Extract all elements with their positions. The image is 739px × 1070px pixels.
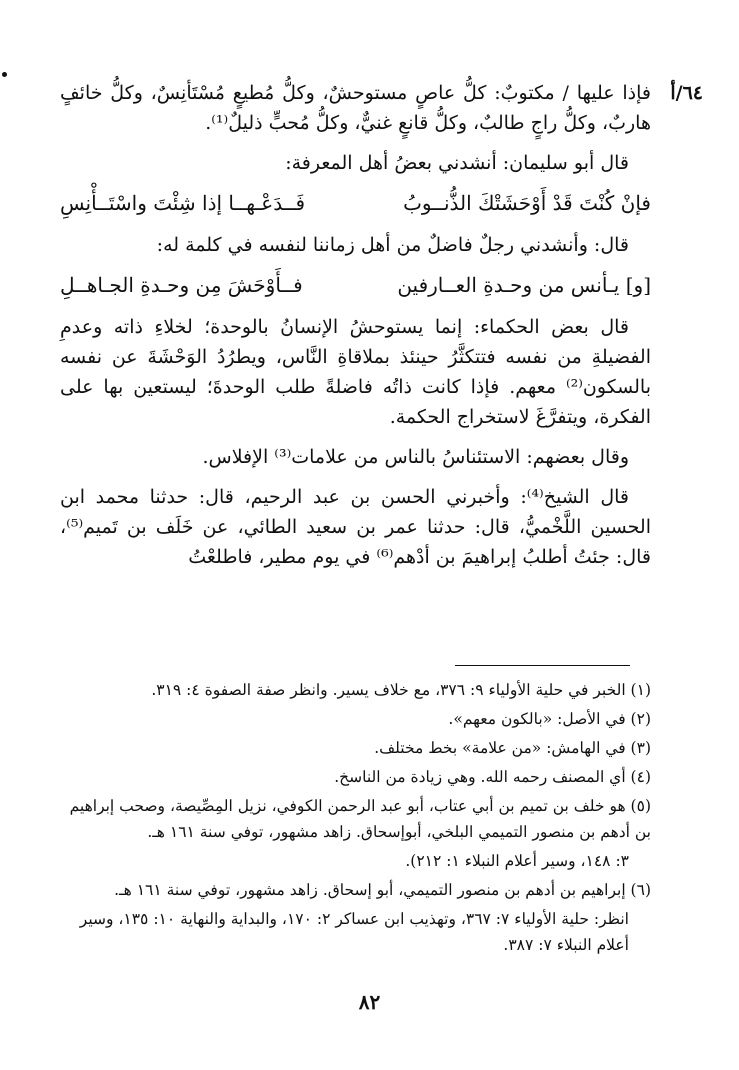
paragraph-3: قال: وأنشدني رجلٌ فاضلٌ من أهل زماننا لنفسه في كلمة له:: [156, 234, 629, 256]
paragraph-6: قال الشيخ⁽⁴⁾: وأخبرني الحسن بن عبد الرحيم، قال: حدثنا محمد ابن الحسين اللَّخْميُّ، قال: حدثنا عمر بن سعيد الطائي، عن خَلَف بن تَميم⁽⁵⁾، قال: جئتُ أطلبُ إبراهيمَ بن أدْهم⁽⁶⁾ في يوم مطير، فاطلعْتُ: [60, 486, 651, 568]
manuscript-folio-note: ٦٤/أ: [670, 82, 703, 104]
paragraph-1: فإذا عليها / مكتوبٌ: كلُّ عاصٍ مستوحشٌ، وكلُّ مُطيعٍ مُسْتَأنِسٌ، وكلُّ خائفٍ هاربٌ، وكلُّ راجٍ طالبٌ، وكلُّ قانعٍ غنيٌّ، وكلُّ مُحبٍّ ذليلٌ⁽¹⁾.: [60, 82, 651, 134]
verse-2-second-hemistich: فــأَوْحَشَ مِن وحـدةِ الجـاهــلِ: [60, 273, 303, 297]
verse-1-second-hemistich: فَــدَعْـهــا إذا شِئْتَ واسْتَــأْنِسِ: [60, 191, 306, 215]
paragraph-2: قال أبو سليمان: أنشدني بعضُ أهل المعرفة:: [285, 152, 629, 174]
footnotes: [60, 677, 651, 961]
footnote-6: (٦) إبراهيم بن أدهم بن منصور التميمي، أبو إسحاق. زاهد مشهور، توفي سنة ١٦١ هـ.: [114, 881, 651, 899]
margin-dot: [2, 72, 7, 77]
footnote-5: (٥) هو خلف بن تميم بن أبي عتاب، أبو عبد الرحمن الكوفي، نزيل المِصِّيصة، وصحب إبراهيم بن أدهم بن منصور التميمي البلخي، أبوإسحاق. زاهد مشهور، توفي سنة ١٦١ هـ.: [69, 797, 651, 841]
footnote-4: (٤) أي المصنف رحمه الله. وهي زيادة من الناسخ.: [334, 768, 651, 786]
footnote-separator: [455, 665, 630, 666]
verse-line-1: [60, 188, 651, 218]
paragraph-4: قال بعض الحكماء: إنما يستوحشُ الإنسانُ بالوحدة؛ لخلاءِ ذاته وعدمِ الفضيلةِ من نفسه فتتكثَّرُ حينئذ بملاقاةِ النَّاس، ويطرُدُ الوَحْشَةَ عن نفسه بالسكون⁽²⁾ معهم. فإذا كانت ذاتُه فاضلةً طلب الوحدةَ؛ ليستعين بها على الفكرة، ويتفرَّغَ لاستخراج الحكمة.: [60, 316, 651, 428]
footnote-1: (١) الخبر في حلية الأولياء ٩: ٣٧٦، مع خلاف يسير. وانظر صفة الصفوة ٤: ٣١٩.: [151, 681, 651, 699]
footnote-3: (٣) في الهامش: «من علامة» بخط مختلف.: [374, 739, 651, 757]
verse-line-2: [60, 270, 651, 300]
verse-2-first-hemistich: [و] يـأنس من وحـدةِ العــارفين: [397, 273, 651, 297]
verse-1-first-hemistich: فإنْ كُنْتَ قَدْ أَوْحَشَتْكَ الذُّنــوبُ: [403, 191, 651, 215]
page-number: ٨٢: [358, 990, 381, 1014]
footnote-6-continuation: انظر: حلية الأولياء ٧: ٣٦٧، وتهذيب ابن عساكر ٢: ١٧٠، والبداية والنهاية ١٠: ١٣٥، وسير أعلام النبلاء ٧: ٣٨٧.: [79, 910, 629, 954]
footnote-2: (٢) في الأصل: «بالكون معهم».: [448, 710, 651, 728]
main-text: [60, 78, 651, 582]
footnote-5-continuation: ٣: ١٤٨، وسير أعلام النبلاء ١: ٢١٢).: [405, 852, 629, 870]
paragraph-5: وقال بعضهم: الاستئناسُ بالناس من علامات⁽³⁾ الإفلاس.: [202, 446, 629, 468]
